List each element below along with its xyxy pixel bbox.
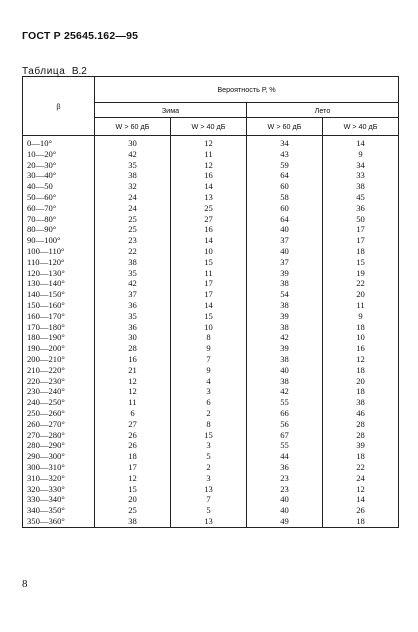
direction-cell: 350—360°	[23, 516, 95, 527]
summer-w40-cell: 28	[323, 419, 399, 430]
winter-w60-cell: 42	[95, 149, 171, 160]
summer-w60-cell: 49	[247, 516, 323, 527]
winter-w60-cell: 25	[95, 224, 171, 235]
probability-header: Вероятность Р, %	[95, 77, 399, 103]
winter-w40-cell: 14	[171, 181, 247, 192]
summer-w60-cell: 40	[247, 246, 323, 257]
winter-w40-cell: 8	[171, 332, 247, 343]
winter-w40-cell: 4	[171, 376, 247, 387]
summer-w60-cell: 38	[247, 322, 323, 333]
winter-w40-cell: 7	[171, 354, 247, 365]
direction-cell: 130—140°	[23, 278, 95, 289]
summer-w40-cell: 46	[323, 408, 399, 419]
summer-w40-cell: 11	[323, 300, 399, 311]
winter-w60-cell: 25	[95, 505, 171, 516]
summer-w60-cell: 54	[247, 289, 323, 300]
summer-w60-cell: 37	[247, 235, 323, 246]
winter-w60-cell: 25	[95, 214, 171, 225]
summer-w40-cell: 39	[323, 440, 399, 451]
winter-w60-cell: 28	[95, 343, 171, 354]
summer-w40-cell: 15	[323, 257, 399, 268]
table-row	[23, 203, 399, 214]
summer-w40-header: W > 40 дБ	[323, 118, 399, 136]
summer-w40-cell: 18	[323, 516, 399, 527]
summer-w60-cell: 60	[247, 203, 323, 214]
winter-w60-cell: 26	[95, 440, 171, 451]
direction-cell: 20—30°	[23, 160, 95, 171]
winter-w60-cell: 20	[95, 494, 171, 505]
summer-w40-cell: 33	[323, 170, 399, 181]
table-row	[23, 376, 399, 387]
table-row	[23, 332, 399, 343]
table-row	[23, 365, 399, 376]
summer-w60-cell: 64	[247, 170, 323, 181]
summer-w40-cell: 45	[323, 192, 399, 203]
summer-w60-cell: 42	[247, 332, 323, 343]
summer-w60-cell: 40	[247, 365, 323, 376]
winter-w40-cell: 5	[171, 451, 247, 462]
summer-w40-cell: 36	[323, 203, 399, 214]
summer-w60-cell: 38	[247, 300, 323, 311]
winter-w60-cell: 24	[95, 192, 171, 203]
direction-cell: 190—200°	[23, 343, 95, 354]
direction-cell: 140—150°	[23, 289, 95, 300]
table-row	[23, 516, 399, 527]
winter-w40-cell: 16	[171, 170, 247, 181]
summer-w40-cell: 24	[323, 473, 399, 484]
direction-cell: 240—250°	[23, 397, 95, 408]
direction-cell: 260—270°	[23, 419, 95, 430]
table-row	[23, 354, 399, 365]
direction-cell: 150—160°	[23, 300, 95, 311]
winter-w60-cell: 30	[95, 136, 171, 149]
summer-w60-cell: 23	[247, 473, 323, 484]
probability-table	[22, 76, 399, 528]
direction-cell: 310—320°	[23, 473, 95, 484]
winter-w40-cell: 15	[171, 430, 247, 441]
direction-cell: 160—170°	[23, 311, 95, 322]
winter-w40-cell: 3	[171, 473, 247, 484]
winter-w60-cell: 23	[95, 235, 171, 246]
winter-w60-cell: 24	[95, 203, 171, 214]
summer-w60-cell: 36	[247, 462, 323, 473]
direction-cell: 30—40°	[23, 170, 95, 181]
direction-cell: 290—300°	[23, 451, 95, 462]
direction-cell: 40—50	[23, 181, 95, 192]
summer-w60-cell: 40	[247, 494, 323, 505]
winter-w60-cell: 30	[95, 332, 171, 343]
winter-w40-cell: 12	[171, 136, 247, 149]
winter-w60-cell: 35	[95, 160, 171, 171]
winter-w60-cell: 18	[95, 451, 171, 462]
table-caption-number: В.2	[71, 66, 87, 77]
direction-header: β	[23, 77, 95, 136]
winter-w40-cell: 3	[171, 440, 247, 451]
winter-w40-cell: 11	[171, 268, 247, 279]
summer-w60-cell: 34	[247, 136, 323, 149]
winter-w40-cell: 11	[171, 149, 247, 160]
summer-w40-cell: 20	[323, 376, 399, 387]
winter-w60-cell: 35	[95, 268, 171, 279]
direction-cell: 200—210°	[23, 354, 95, 365]
summer-w60-cell: 38	[247, 354, 323, 365]
direction-cell: 50—60°	[23, 192, 95, 203]
direction-cell: 90—100°	[23, 235, 95, 246]
winter-w40-cell: 14	[171, 235, 247, 246]
winter-w60-cell: 37	[95, 289, 171, 300]
summer-w40-cell: 19	[323, 268, 399, 279]
summer-w60-cell: 43	[247, 149, 323, 160]
table-row	[23, 181, 399, 192]
table-row	[23, 322, 399, 333]
direction-cell: 110—120°	[23, 257, 95, 268]
winter-w60-cell: 15	[95, 484, 171, 495]
summer-w40-cell: 34	[323, 160, 399, 171]
winter-w60-cell: 26	[95, 430, 171, 441]
table-row	[23, 170, 399, 181]
direction-cell: 170—180°	[23, 322, 95, 333]
table-row	[23, 214, 399, 225]
table-row	[23, 224, 399, 235]
winter-w60-cell: 16	[95, 354, 171, 365]
winter-w40-header: W > 40 дБ	[171, 118, 247, 136]
winter-w40-cell: 17	[171, 289, 247, 300]
table-row	[23, 408, 399, 419]
direction-cell: 270—280°	[23, 430, 95, 441]
table-row	[23, 397, 399, 408]
winter-w60-cell: 11	[95, 397, 171, 408]
winter-w40-cell: 16	[171, 224, 247, 235]
winter-w60-cell: 35	[95, 311, 171, 322]
direction-cell: 300—310°	[23, 462, 95, 473]
direction-cell: 180—190°	[23, 332, 95, 343]
summer-w60-cell: 55	[247, 440, 323, 451]
summer-w60-cell: 39	[247, 268, 323, 279]
summer-w40-cell: 18	[323, 322, 399, 333]
direction-cell: 280—290°	[23, 440, 95, 451]
summer-w60-cell: 56	[247, 419, 323, 430]
summer-w60-cell: 38	[247, 278, 323, 289]
winter-w40-cell: 2	[171, 408, 247, 419]
table-row	[23, 257, 399, 268]
summer-w40-cell: 9	[323, 149, 399, 160]
summer-w40-cell: 28	[323, 430, 399, 441]
summer-w60-cell: 39	[247, 343, 323, 354]
winter-w40-cell: 12	[171, 160, 247, 171]
winter-w60-cell: 27	[95, 419, 171, 430]
winter-w40-cell: 2	[171, 462, 247, 473]
document-header: ГОСТ Р 25645.162—95	[22, 30, 139, 42]
table-row	[23, 278, 399, 289]
direction-cell: 330—340°	[23, 494, 95, 505]
summer-w40-cell: 18	[323, 246, 399, 257]
winter-w60-cell: 42	[95, 278, 171, 289]
summer-w60-cell: 59	[247, 160, 323, 171]
summer-w40-cell: 22	[323, 278, 399, 289]
winter-w60-cell: 22	[95, 246, 171, 257]
winter-w60-cell: 36	[95, 322, 171, 333]
direction-cell: 100—110°	[23, 246, 95, 257]
summer-w40-cell: 20	[323, 289, 399, 300]
table-row	[23, 160, 399, 171]
winter-w60-cell: 38	[95, 257, 171, 268]
summer-w60-cell: 67	[247, 430, 323, 441]
summer-w60-cell: 37	[247, 257, 323, 268]
summer-w60-cell: 40	[247, 505, 323, 516]
winter-w40-cell: 10	[171, 322, 247, 333]
direction-cell: 250—260°	[23, 408, 95, 419]
table-caption-word: Таблица	[22, 66, 66, 77]
page-number: 8	[22, 578, 28, 590]
table-row	[23, 192, 399, 203]
winter-w40-cell: 14	[171, 300, 247, 311]
table-row	[23, 136, 399, 149]
table-row	[23, 268, 399, 279]
winter-w40-cell: 17	[171, 278, 247, 289]
winter-w60-cell: 38	[95, 170, 171, 181]
table-row	[23, 430, 399, 441]
table-row	[23, 289, 399, 300]
winter-w40-cell: 25	[171, 203, 247, 214]
winter-w60-cell: 32	[95, 181, 171, 192]
winter-w40-cell: 9	[171, 365, 247, 376]
winter-w40-cell: 8	[171, 419, 247, 430]
winter-w40-cell: 27	[171, 214, 247, 225]
winter-w40-cell: 13	[171, 484, 247, 495]
summer-w60-cell: 64	[247, 214, 323, 225]
table-row	[23, 386, 399, 397]
summer-w40-cell: 17	[323, 235, 399, 246]
summer-w40-cell: 12	[323, 484, 399, 495]
summer-w60-cell: 38	[247, 376, 323, 387]
winter-w40-cell: 5	[171, 505, 247, 516]
direction-cell: 60—70°	[23, 203, 95, 214]
direction-cell: 80—90°	[23, 224, 95, 235]
winter-w40-cell: 6	[171, 397, 247, 408]
direction-cell: 320—330°	[23, 484, 95, 495]
summer-w40-cell: 22	[323, 462, 399, 473]
direction-cell: 70—80°	[23, 214, 95, 225]
winter-header: Зима	[95, 103, 247, 118]
winter-w60-cell: 6	[95, 408, 171, 419]
summer-w40-cell: 14	[323, 136, 399, 149]
winter-w60-cell: 12	[95, 386, 171, 397]
winter-w60-cell: 21	[95, 365, 171, 376]
table-row	[23, 419, 399, 430]
winter-w40-cell: 3	[171, 386, 247, 397]
summer-w40-cell: 18	[323, 386, 399, 397]
summer-w60-cell: 39	[247, 311, 323, 322]
summer-w60-cell: 23	[247, 484, 323, 495]
winter-w60-cell: 36	[95, 300, 171, 311]
summer-w60-cell: 58	[247, 192, 323, 203]
winter-w40-cell: 13	[171, 192, 247, 203]
table-row	[23, 440, 399, 451]
summer-w60-cell: 55	[247, 397, 323, 408]
table-row	[23, 311, 399, 322]
direction-cell: 10—20°	[23, 149, 95, 160]
winter-w40-cell: 15	[171, 257, 247, 268]
table-row	[23, 494, 399, 505]
winter-w40-cell: 15	[171, 311, 247, 322]
winter-w60-header: W > 60 дБ	[95, 118, 171, 136]
direction-cell: 220—230°	[23, 376, 95, 387]
table-row	[23, 473, 399, 484]
table-body	[23, 136, 399, 528]
summer-w60-header: W > 60 дБ	[247, 118, 323, 136]
table-row	[23, 343, 399, 354]
table-row	[23, 451, 399, 462]
table-row	[23, 246, 399, 257]
summer-w60-cell: 40	[247, 224, 323, 235]
summer-w40-cell: 12	[323, 354, 399, 365]
summer-w60-cell: 66	[247, 408, 323, 419]
summer-w40-cell: 38	[323, 181, 399, 192]
summer-w40-cell: 26	[323, 505, 399, 516]
winter-w60-cell: 38	[95, 516, 171, 527]
summer-w40-cell: 18	[323, 451, 399, 462]
winter-w40-cell: 13	[171, 516, 247, 527]
summer-w60-cell: 44	[247, 451, 323, 462]
summer-w40-cell: 17	[323, 224, 399, 235]
summer-w40-cell: 9	[323, 311, 399, 322]
summer-w60-cell: 60	[247, 181, 323, 192]
table-row	[23, 149, 399, 160]
winter-w60-cell: 12	[95, 473, 171, 484]
winter-w60-cell: 17	[95, 462, 171, 473]
summer-w40-cell: 50	[323, 214, 399, 225]
direction-cell: 0—10°	[23, 136, 95, 149]
summer-w40-cell: 18	[323, 365, 399, 376]
summer-w40-cell: 38	[323, 397, 399, 408]
winter-w40-cell: 7	[171, 494, 247, 505]
table-row	[23, 462, 399, 473]
direction-cell: 230—240°	[23, 386, 95, 397]
winter-w40-cell: 10	[171, 246, 247, 257]
summer-w40-cell: 10	[323, 332, 399, 343]
direction-cell: 120—130°	[23, 268, 95, 279]
winter-w40-cell: 9	[171, 343, 247, 354]
summer-w60-cell: 42	[247, 386, 323, 397]
direction-cell: 340—350°	[23, 505, 95, 516]
table-row	[23, 505, 399, 516]
table-row	[23, 235, 399, 246]
table-row	[23, 484, 399, 495]
table-row	[23, 300, 399, 311]
direction-cell: 210—220°	[23, 365, 95, 376]
summer-w40-cell: 14	[323, 494, 399, 505]
summer-header: Лето	[247, 103, 399, 118]
winter-w60-cell: 12	[95, 376, 171, 387]
summer-w40-cell: 16	[323, 343, 399, 354]
